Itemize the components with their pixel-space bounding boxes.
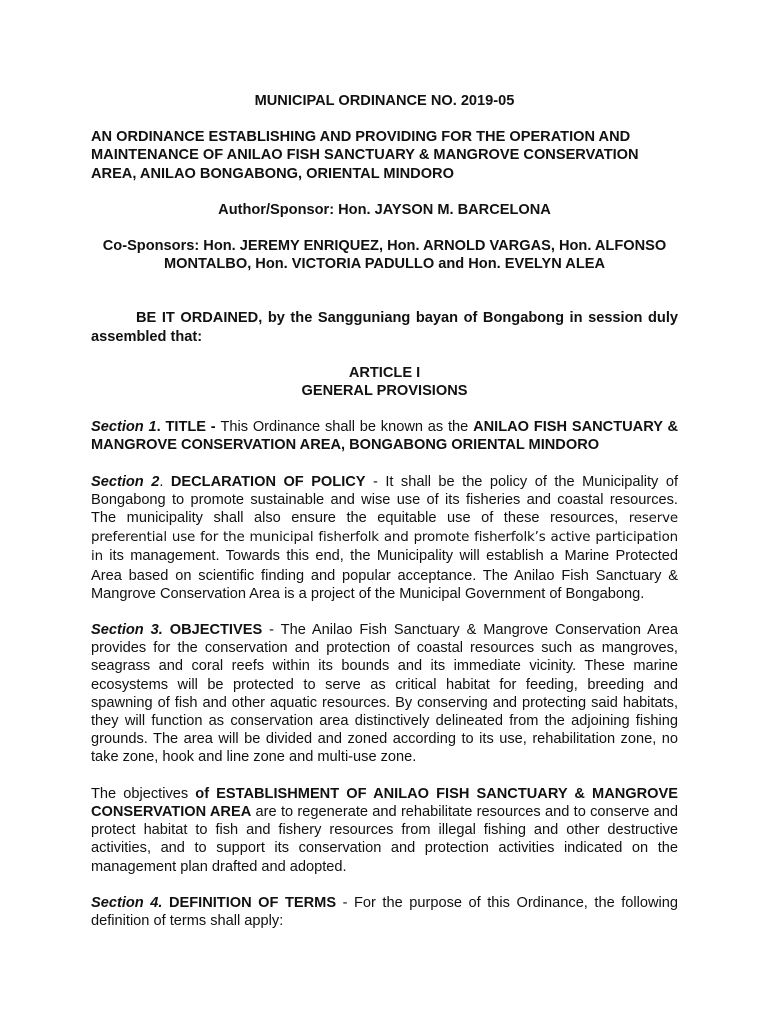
author-sponsor: Author/Sponsor: Hon. JAYSON M. BARCELONA <box>218 201 551 218</box>
ordinance-text <box>91 92 678 930</box>
section-punct: . <box>156 419 166 436</box>
title-line: MAINTENANCE OF ANILAO FISH SANCTUARY & MANGROVE CONSERVATION <box>91 147 639 164</box>
section-text: - For the purpose of this Ordinance, the following definition of terms shall apply: <box>91 894 679 929</box>
ordinance-title <box>91 128 678 183</box>
section-label: Section 4. <box>91 894 163 911</box>
section-4 <box>91 894 678 930</box>
section-2 <box>91 473 678 603</box>
section-label: Section 1 <box>91 419 157 436</box>
objectives-subject: of ESTABLISHMENT OF ANILAO FISH SANCTUARY & MANGROVE CONSERVATION AREA <box>91 785 679 820</box>
section-text-alt-font: reserve preferential use for the municipal fisherfolk and promote fisherfolk’s active participation in <box>91 511 678 565</box>
section-title: DECLARATION OF POLICY <box>170 473 366 490</box>
sanctuary-name: ANILAO FISH SANCTUARY & MANGROVE CONSERVATION AREA, BONGABONG ORIENTAL MINDORO <box>91 419 678 454</box>
article-heading <box>91 364 678 400</box>
co-sponsors <box>91 237 678 273</box>
title-line: AN ORDINANCE ESTABLISHING AND PROVIDING FOR THE OPERATION AND <box>91 129 631 146</box>
co-sponsors-line: Co-Sponsors: Hon. JEREMY ENRIQUEZ, Hon. ARNOLD VARGAS, Hon. ALFONSO <box>102 238 667 255</box>
section-title: DEFINITION OF TERMS <box>162 894 337 911</box>
objectives-text: The objectives <box>91 785 196 802</box>
section-text: This Ordinance shall be known as the <box>220 419 474 436</box>
enacting-clause: BE IT ORDAINED, by the Sangguniang bayan of Bongabong in session duly assembled that: <box>91 310 678 345</box>
section-text: - The Anilao Fish Sanctuary & Mangrove Conservation Area provides for the conservation and protection of coastal resources such as mangroves, seagrass and coral reefs within its bounds and its immediate vicinity. These marine ecosystems will be protected to serve as critical habitat for feeding, breeding and spawning of fish and other aquatic resources. By conserving and protecting said habitats, they will function as conservation area distinctively delineated from the adjoining fishing grounds. The area will be divided and zoned according to its use, rehabilitation zone, no take zone, hook and line zone and multi-use zone. <box>91 622 678 766</box>
section-1 <box>91 418 678 454</box>
section-text: its management. Towards this end, the Municipality will establish a Marine Protected Area based on scientific finding and popular acceptance. The Anilao Fish Sanctuary & Mangrove Conservation Area is a project of the Municipal Government of Bongabong. <box>91 548 678 602</box>
objectives-text: are to regenerate and rehabilitate resources and to conserve and protect habitat to fish and fishery resources from illegal fishing and other destructive activities, and to support its conservation and protection activities indicated on the management plan drafted and adopted. <box>91 803 678 875</box>
section-punct: . <box>159 473 171 490</box>
article-title: GENERAL PROVISIONS <box>301 383 468 400</box>
section-3 <box>91 621 678 767</box>
section-label: Section 3. <box>91 622 163 639</box>
section-title: OBJECTIVES <box>162 622 263 639</box>
section-text: - It shall be the policy of the Municipality of Bongabong to promote sustainable and wise use of its fisheries and coastal resources. The municipality shall also ensure the equitable use of these resources, <box>91 473 679 527</box>
section-label: Section 2 <box>91 473 160 490</box>
objectives-paragraph <box>91 785 678 876</box>
section-title: TITLE - <box>165 419 221 436</box>
article-number: ARTICLE I <box>348 364 421 381</box>
ordinance-number: MUNICIPAL ORDINANCE NO. 2019-05 <box>254 93 515 109</box>
co-sponsors-line: MONTALBO, Hon. VICTORIA PADULLO and Hon. EVELYN ALEA <box>163 256 606 273</box>
title-line: AREA, ANILAO BONGABONG, ORIENTAL MINDORO <box>91 165 454 182</box>
